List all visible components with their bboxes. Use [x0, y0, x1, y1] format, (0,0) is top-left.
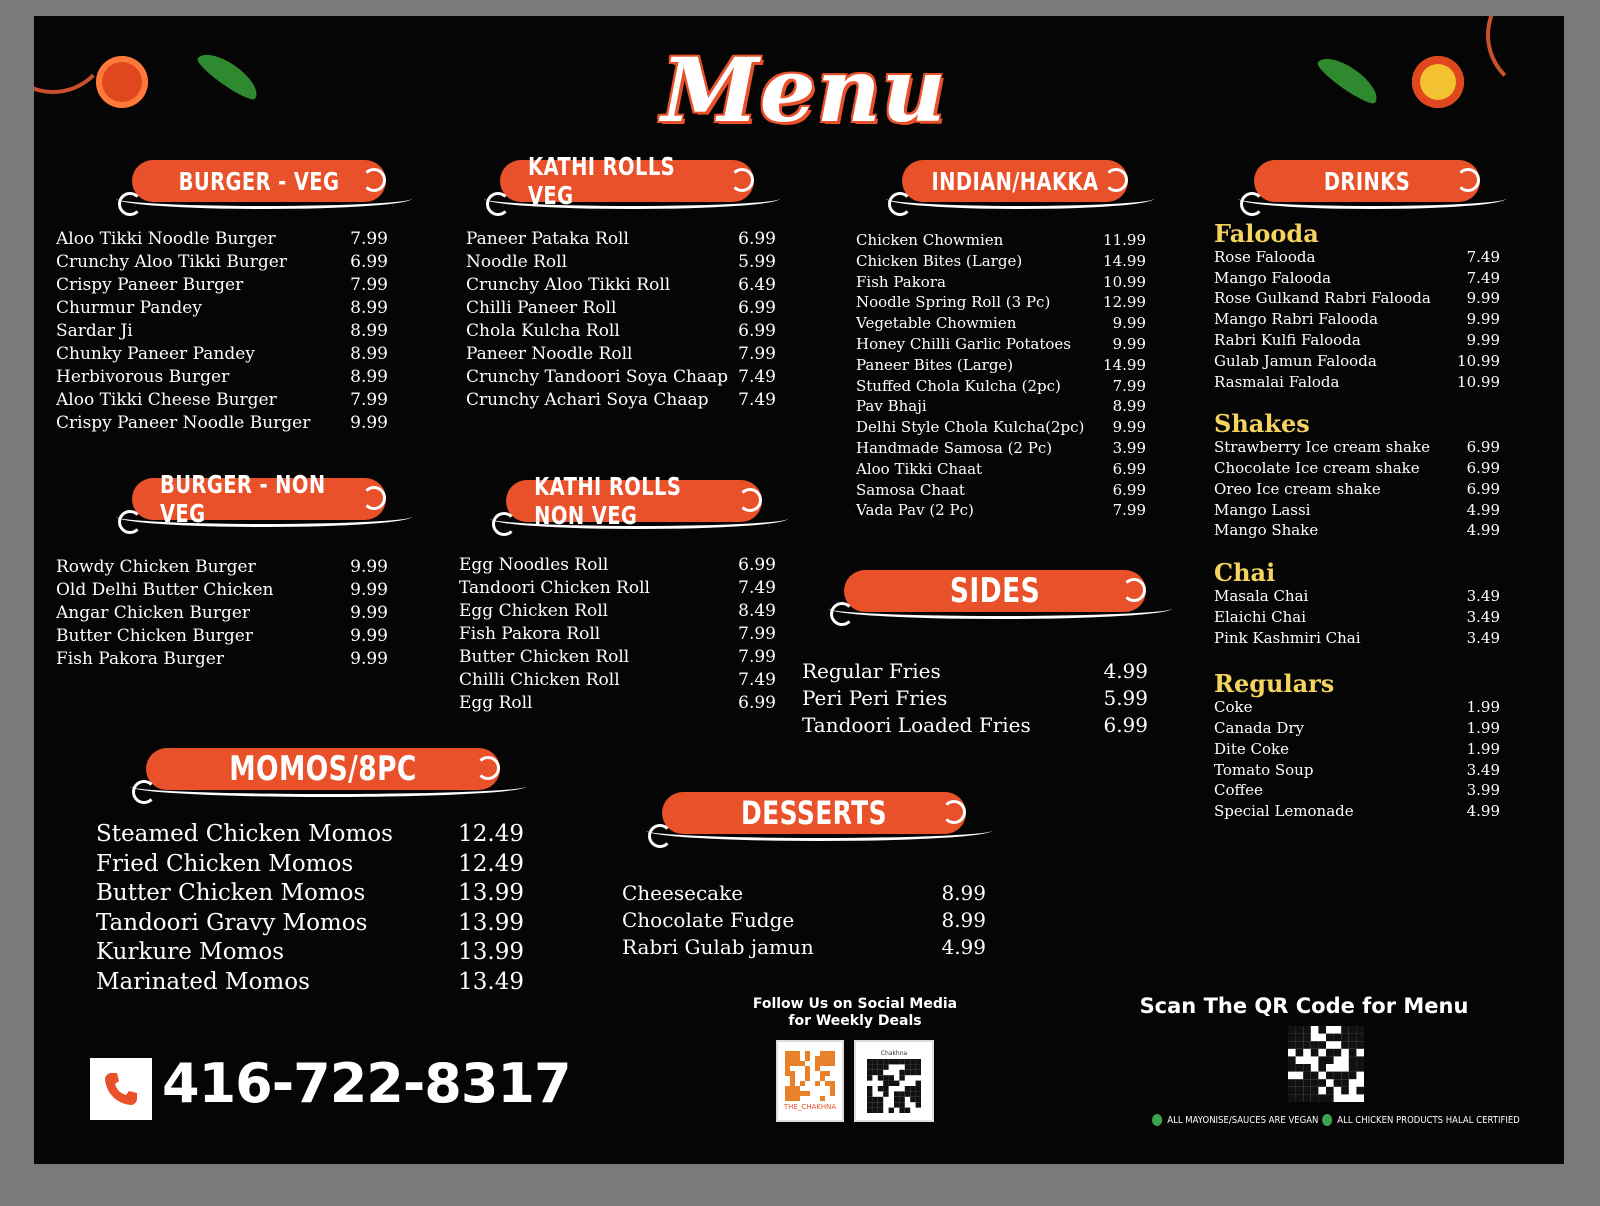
item-price: 6.99 — [738, 321, 776, 341]
halal-note — [1322, 1114, 1520, 1126]
menu-item — [1214, 500, 1500, 521]
item-name: Fish Pakora — [856, 272, 946, 291]
item-price: 1.99 — [1466, 718, 1500, 737]
item-price: 7.49 — [1466, 247, 1500, 266]
item-name: Handmade Samosa (2 Pc) — [856, 438, 1053, 457]
drinks-subheading: Chai — [1214, 558, 1276, 588]
list-burger-nonveg — [56, 556, 388, 671]
item-price: 7.99 — [350, 390, 388, 410]
item-price: 9.99 — [1112, 314, 1146, 333]
menu-item — [96, 909, 524, 939]
item-price: 10.99 — [1103, 272, 1146, 291]
item-name: Aloo Tikki Chaat — [856, 459, 983, 478]
item-name: Aloo Tikki Noodle Burger — [56, 229, 276, 249]
item-price: 3.49 — [1466, 760, 1500, 779]
qr-code-instagram[interactable] — [776, 1040, 844, 1122]
menu-item — [1214, 628, 1500, 649]
phone-number[interactable]: 416-722-8317 — [162, 1052, 571, 1115]
item-name: Canada Dry — [1214, 718, 1305, 737]
item-name: Oreo Ice cream shake — [1214, 479, 1381, 498]
menu-item — [856, 292, 1146, 313]
list-drinks — [1214, 219, 1500, 822]
menu-item — [96, 879, 524, 909]
item-price: 3.99 — [1466, 781, 1500, 800]
item-name: Chocolate Fudge — [622, 908, 795, 932]
menu-item — [56, 320, 388, 343]
item-name: Stuffed Chola Kulcha (2pc) — [856, 376, 1061, 395]
item-name: Aloo Tikki Cheese Burger — [56, 390, 277, 410]
item-price: 4.99 — [941, 935, 986, 959]
item-name: Mango Rabri Falooda — [1214, 310, 1379, 329]
menu-item — [459, 646, 776, 669]
item-name: Chilli Chicken Roll — [459, 670, 620, 690]
item-name: Vegetable Chowmien — [856, 314, 1017, 333]
banner-burger-veg — [116, 154, 412, 220]
item-name: Tandoori Gravy Momos — [96, 909, 368, 936]
item-price: 6.99 — [350, 252, 388, 272]
menu-item — [1214, 268, 1500, 289]
item-name: Chicken Chowmien — [856, 231, 1004, 249]
item-price: 13.49 — [458, 968, 524, 995]
banner-indian-hakka — [886, 154, 1154, 220]
item-name: Noodle Spring Roll (3 Pc) — [856, 293, 1051, 312]
item-name: Coffee — [1214, 781, 1263, 800]
item-name: Chocolate Ice cream shake — [1214, 458, 1420, 477]
menu-item — [1214, 309, 1500, 330]
item-price: 9.99 — [350, 557, 388, 577]
leaf-icon — [1152, 1114, 1162, 1126]
menu-item — [856, 355, 1146, 376]
menu-item — [856, 500, 1146, 521]
scan-text: Scan The QR Code for Menu — [1139, 994, 1469, 1018]
banner-label: DESSERTS — [741, 794, 887, 832]
item-price: 6.99 — [738, 555, 776, 575]
item-name: Crunchy Tandoori Soya Chaap — [466, 367, 729, 387]
item-name: Egg Noodles Roll — [459, 555, 609, 575]
banner-label: MOMOS/8PC — [229, 749, 417, 789]
item-name: Sardar Ji — [56, 321, 133, 341]
item-name: Mango Lassi — [1214, 500, 1311, 519]
list-desserts — [622, 880, 986, 961]
item-name: Tomato Soup — [1214, 760, 1314, 779]
item-name: Angar Chicken Burger — [56, 603, 251, 623]
item-name: Tandoori Loaded Fries — [802, 713, 1031, 737]
menu-item — [56, 297, 388, 320]
item-name: Churmur Pandey — [56, 298, 202, 318]
menu-item — [459, 600, 776, 623]
item-price: 6.99 — [1112, 459, 1146, 478]
menu-item — [1214, 760, 1500, 781]
drinks-subheading: Falooda — [1214, 219, 1319, 248]
item-price: 9.99 — [1466, 310, 1500, 329]
menu-item — [1214, 780, 1500, 801]
banner-momos — [130, 742, 526, 808]
item-name: Cheesecake — [622, 881, 744, 905]
menu-item — [1214, 351, 1500, 372]
item-name: Vada Pav (2 Pc) — [856, 501, 974, 520]
banner-burger-nonveg — [116, 472, 412, 538]
menu-item — [856, 334, 1146, 355]
item-name: Coke — [1214, 698, 1253, 717]
menu-item — [96, 968, 524, 998]
vegan-note — [1152, 1114, 1318, 1126]
item-price: 7.99 — [738, 647, 776, 667]
item-price: 9.99 — [1466, 330, 1500, 349]
menu-item — [466, 389, 776, 412]
menu-item — [1214, 697, 1500, 718]
menu-item — [466, 297, 776, 320]
item-price: 7.99 — [1112, 376, 1146, 395]
menu-item — [1214, 718, 1500, 739]
item-price: 8.99 — [941, 908, 986, 932]
pepper-icon — [1412, 56, 1464, 108]
menu-item — [1214, 458, 1500, 479]
item-name: Steamed Chicken Momos — [96, 821, 393, 847]
phone-icon — [90, 1058, 152, 1120]
vegan-note-text: ALL MAYONISE/SAUCES ARE VEGAN — [1167, 1115, 1319, 1126]
item-name: Crispy Paneer Noodle Burger — [56, 413, 311, 433]
qr-code-menu[interactable] — [1288, 1026, 1364, 1102]
menu-item — [856, 272, 1146, 293]
item-price: 8.99 — [350, 298, 388, 318]
list-kathi-veg — [466, 228, 776, 412]
item-price: 9.99 — [350, 413, 388, 433]
item-name: Rowdy Chicken Burger — [56, 557, 256, 577]
banner-drinks — [1238, 154, 1506, 220]
menu-item — [56, 366, 388, 389]
menu-item — [459, 554, 776, 577]
item-price: 7.49 — [738, 390, 776, 410]
menu-item — [459, 692, 776, 715]
item-price: 9.99 — [350, 649, 388, 669]
menu-item — [96, 820, 524, 850]
chili-icon-right — [1314, 50, 1384, 108]
item-name: Fish Pakora Burger — [56, 649, 224, 669]
item-price: 9.99 — [1112, 334, 1146, 353]
menu-item — [622, 934, 986, 961]
menu-item — [56, 556, 388, 579]
menu-item — [459, 577, 776, 600]
menu-item — [1214, 479, 1500, 500]
item-price: 10.99 — [1457, 351, 1500, 370]
menu-item — [856, 313, 1146, 334]
menu-item — [1214, 288, 1500, 309]
item-name: Crispy Paneer Burger — [56, 275, 244, 295]
menu-item — [96, 850, 524, 880]
menu-item — [56, 579, 388, 602]
menu-item — [856, 230, 1146, 251]
item-price: 7.99 — [350, 229, 388, 249]
item-name: Paneer Bites (Large) — [856, 355, 1014, 374]
item-price: 7.49 — [738, 578, 776, 598]
banner-kathi-nonveg — [490, 474, 788, 540]
item-name: Crunchy Aloo Tikki Roll — [466, 275, 671, 295]
item-price: 5.99 — [738, 252, 776, 272]
banner-label: KATHI ROLLS NON VEG — [534, 472, 682, 530]
menu-item — [1214, 437, 1500, 458]
item-name: Marinated Momos — [96, 968, 310, 995]
item-price: 7.49 — [738, 367, 776, 387]
menu-item — [802, 658, 1148, 685]
item-price: 12.99 — [1103, 293, 1146, 312]
item-name: Paneer Pataka Roll — [466, 229, 629, 249]
menu-item — [622, 907, 986, 934]
banner-label: SIDES — [949, 571, 1041, 611]
menu-item — [802, 712, 1148, 739]
menu-item — [56, 228, 388, 251]
item-price: 6.99 — [738, 298, 776, 318]
item-price: 8.99 — [350, 321, 388, 341]
menu-item — [56, 274, 388, 297]
item-name: Chilli Paneer Roll — [466, 298, 617, 318]
menu-item — [56, 648, 388, 671]
halal-note-text: ALL CHICKEN PRODUCTS HALAL CERTIFIED — [1337, 1115, 1520, 1126]
item-price: 10.99 — [1457, 372, 1500, 391]
menu-item — [96, 938, 524, 968]
item-name: Rose Gulkand Rabri Falooda — [1214, 289, 1431, 308]
item-price: 3.49 — [1466, 628, 1500, 647]
item-price: 6.99 — [1466, 438, 1500, 457]
item-price: 8.99 — [350, 367, 388, 387]
banner-label: BURGER - NON VEG — [159, 470, 326, 528]
menu-item — [802, 685, 1148, 712]
menu-title: Menu — [661, 38, 947, 142]
item-price: 9.99 — [1112, 418, 1146, 437]
corner-ornament-right — [1486, 16, 1564, 94]
item-price: 14.99 — [1103, 251, 1146, 270]
menu-item — [1214, 247, 1500, 268]
banner-label: KATHI ROLLS VEG — [527, 152, 676, 210]
item-name: Special Lemonade — [1214, 802, 1354, 821]
item-name: Egg Roll — [459, 693, 533, 713]
item-price: 6.49 — [738, 275, 776, 295]
list-momos — [96, 820, 524, 997]
item-price: 13.99 — [458, 939, 524, 965]
menu-item — [856, 438, 1146, 459]
item-price: 4.99 — [1466, 521, 1500, 540]
item-price: 14.99 — [1103, 355, 1146, 374]
item-price: 4.99 — [1466, 500, 1500, 519]
item-name: Pav Bhaji — [856, 397, 927, 416]
menu-item — [466, 228, 776, 251]
item-price: 6.99 — [738, 229, 776, 249]
item-name: Butter Chicken Momos — [96, 880, 366, 906]
qr-label-left: THE_CHAKHNA — [783, 1103, 837, 1111]
item-name: Chola Kulcha Roll — [466, 321, 620, 341]
item-price: 1.99 — [1466, 739, 1500, 758]
tomato-icon — [96, 56, 148, 108]
item-name: Egg Chicken Roll — [459, 601, 609, 621]
item-price: 9.99 — [350, 580, 388, 600]
item-price: 13.99 — [458, 909, 524, 936]
item-name: Butter Chicken Burger — [56, 626, 253, 646]
list-indian-hakka — [856, 230, 1146, 521]
item-price: 6.99 — [738, 693, 776, 713]
menu-board — [34, 16, 1564, 1164]
item-name: Paneer Noodle Roll — [466, 344, 633, 364]
banner-kathi-veg — [484, 154, 780, 220]
item-name: Noodle Roll — [466, 252, 568, 272]
item-price: 8.99 — [1112, 397, 1146, 416]
menu-item — [459, 669, 776, 692]
menu-item — [1214, 801, 1500, 822]
banner-label: BURGER - VEG — [178, 166, 340, 196]
menu-item — [856, 417, 1146, 438]
item-name: Gulab Jamun Falooda — [1214, 351, 1377, 370]
banner-sides — [828, 564, 1172, 630]
menu-item — [1214, 586, 1500, 607]
item-name: Chunky Paneer Pandey — [56, 344, 255, 364]
item-price: 12.49 — [458, 821, 524, 847]
item-price: 7.99 — [738, 624, 776, 644]
item-name: Dite Coke — [1214, 739, 1289, 758]
banner-label: INDIAN/HAKKA — [931, 166, 1099, 196]
item-name: Herbivorous Burger — [56, 367, 230, 387]
item-name: Strawberry Ice cream shake — [1214, 438, 1430, 457]
item-price: 4.99 — [1103, 659, 1148, 683]
menu-item — [856, 396, 1146, 417]
qr-label-right: Chakhna — [880, 1049, 908, 1057]
item-name: Mango Shake — [1214, 521, 1319, 540]
item-name: Fish Pakora Roll — [459, 624, 601, 644]
item-price: 12.49 — [458, 850, 524, 877]
item-price: 6.99 — [1112, 480, 1146, 499]
item-name: Pink Kashmiri Chai — [1214, 628, 1361, 647]
item-price: 8.49 — [738, 601, 776, 621]
drinks-subheading: Regulars — [1214, 669, 1335, 699]
item-name: Masala Chai — [1214, 586, 1309, 605]
item-price: 7.99 — [738, 344, 776, 364]
menu-item — [856, 480, 1146, 501]
item-price: 13.99 — [458, 880, 524, 906]
item-name: Elaichi Chai — [1214, 607, 1306, 626]
item-name: Peri Peri Fries — [802, 686, 948, 710]
menu-item — [56, 389, 388, 412]
menu-item — [1214, 330, 1500, 351]
item-name: Honey Chilli Garlic Potatoes — [856, 334, 1071, 353]
item-name: Crunchy Achari Soya Chaap — [466, 390, 709, 410]
menu-item — [466, 366, 776, 389]
item-price: 6.99 — [1466, 458, 1500, 477]
item-price: 6.99 — [1103, 713, 1148, 737]
item-name: Rabri Gulab jamun — [622, 935, 814, 959]
drinks-subheading: Shakes — [1214, 409, 1310, 439]
banner-label: DRINKS — [1323, 166, 1411, 196]
item-name: Rose Falooda — [1214, 247, 1316, 266]
menu-item — [1214, 739, 1500, 760]
item-price: 7.49 — [738, 670, 776, 690]
menu-item — [56, 251, 388, 274]
list-kathi-nonveg — [459, 554, 776, 715]
item-name: Butter Chicken Roll — [459, 647, 630, 667]
item-price: 7.99 — [1112, 501, 1146, 520]
item-price: 8.99 — [941, 881, 986, 905]
chili-icon — [194, 46, 264, 104]
menu-item — [459, 623, 776, 646]
menu-item — [856, 376, 1146, 397]
item-price: 1.99 — [1466, 698, 1500, 717]
menu-item — [56, 625, 388, 648]
list-burger-veg — [56, 228, 388, 435]
item-price: 6.99 — [1466, 479, 1500, 498]
item-name: Crunchy Aloo Tikki Burger — [56, 252, 287, 272]
qr-code-social[interactable] — [854, 1040, 934, 1122]
menu-item — [1214, 520, 1500, 541]
list-sides — [802, 658, 1148, 739]
item-price: 8.99 — [350, 344, 388, 364]
item-name: Regular Fries — [802, 659, 941, 683]
item-price: 9.99 — [1466, 289, 1500, 308]
menu-item — [1214, 372, 1500, 393]
item-price: 7.49 — [1466, 268, 1500, 287]
item-name: Samosa Chaat — [856, 480, 965, 499]
item-price: 9.99 — [350, 626, 388, 646]
menu-item — [56, 343, 388, 366]
item-price: 3.99 — [1112, 438, 1146, 457]
item-name: Rabri Kulfi Falooda — [1214, 330, 1361, 349]
item-name: Old Delhi Butter Chicken — [56, 580, 274, 600]
item-name: Fried Chicken Momos — [96, 850, 354, 877]
menu-item — [56, 602, 388, 625]
menu-item — [466, 251, 776, 274]
menu-item — [56, 412, 388, 435]
item-price: 3.49 — [1466, 607, 1500, 626]
item-price: 7.99 — [350, 275, 388, 295]
item-price: 3.49 — [1466, 586, 1500, 605]
item-price: 5.99 — [1103, 686, 1148, 710]
menu-item — [856, 459, 1146, 480]
menu-item — [622, 880, 986, 907]
menu-item — [466, 274, 776, 297]
item-name: Kurkure Momos — [96, 939, 285, 965]
menu-item — [466, 343, 776, 366]
menu-item — [856, 251, 1146, 272]
menu-item — [466, 320, 776, 343]
halal-icon — [1322, 1114, 1332, 1126]
item-price: 9.99 — [350, 603, 388, 623]
item-name: Mango Falooda — [1214, 268, 1332, 287]
banner-desserts — [646, 786, 992, 852]
item-name: Chicken Bites (Large) — [856, 251, 1023, 270]
item-name: Delhi Style Chola Kulcha(2pc) — [856, 418, 1085, 437]
item-name: Tandoori Chicken Roll — [459, 578, 650, 598]
menu-item — [1214, 607, 1500, 628]
item-name: Rasmalai Faloda — [1214, 372, 1340, 391]
social-text: Follow Us on Social Media for Weekly Deals — [752, 996, 958, 1029]
item-price: 4.99 — [1466, 802, 1500, 821]
item-price: 11.99 — [1103, 231, 1146, 249]
